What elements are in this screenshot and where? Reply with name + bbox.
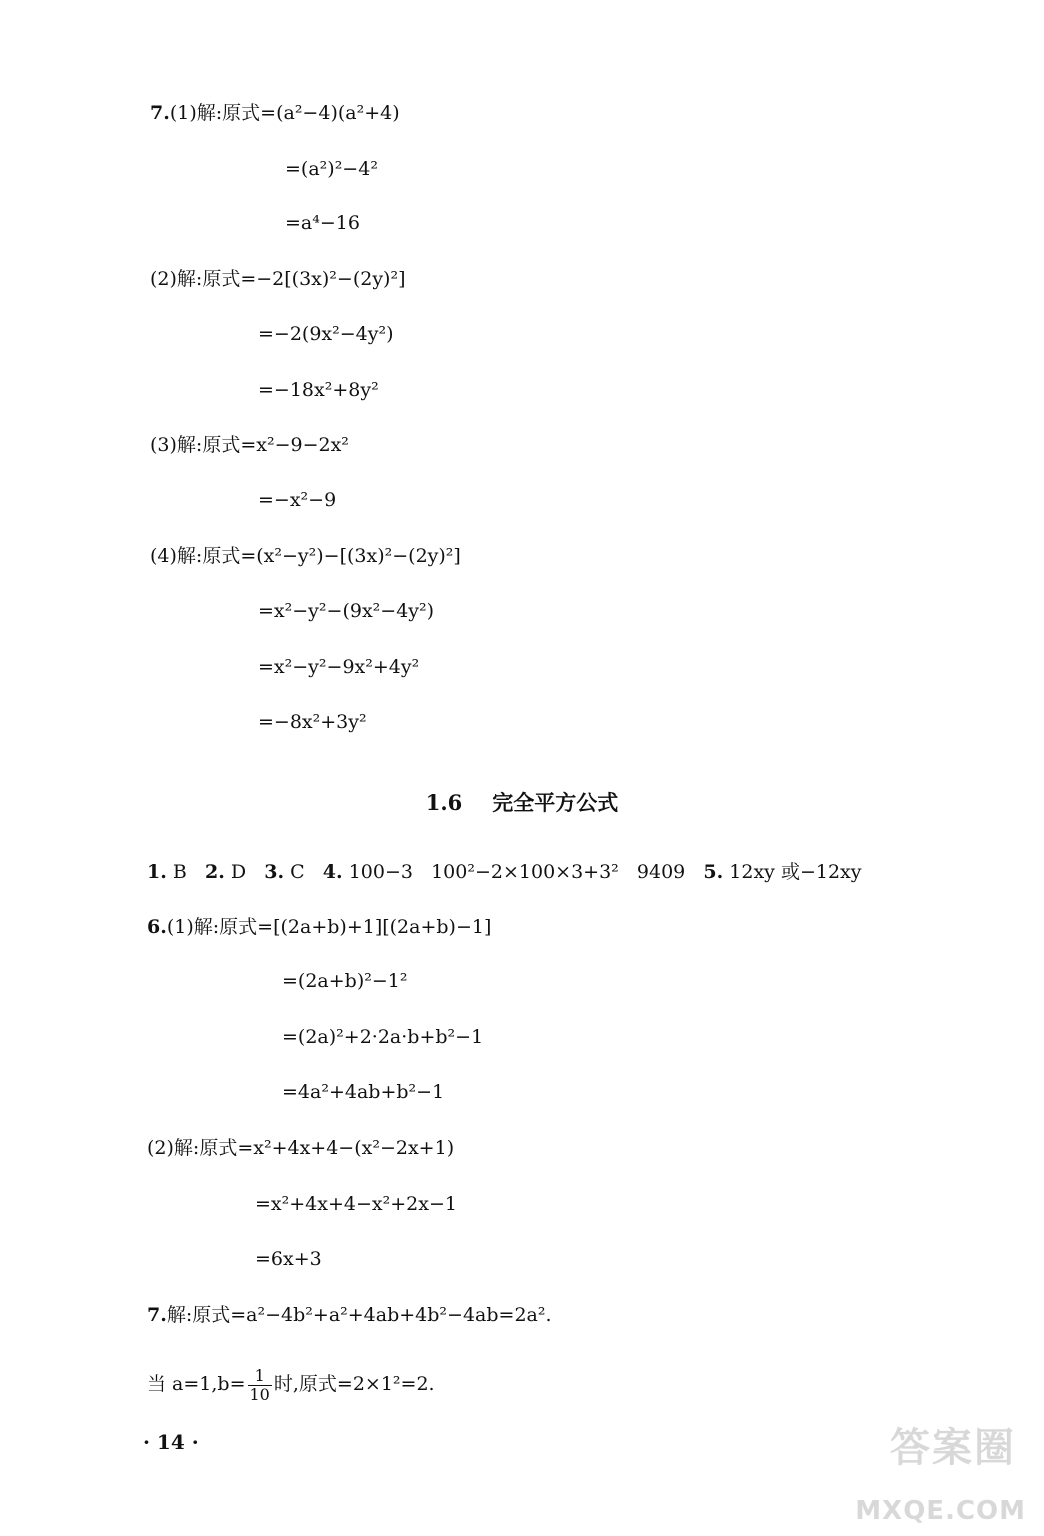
q7-prev-p1-line1: 7.(1)解:原式=(a²−4)(a²+4) bbox=[150, 102, 400, 124]
page-number: · 14 · bbox=[143, 1430, 199, 1454]
watermark-url: MXQE.COM bbox=[855, 1496, 1026, 1526]
q7-prev-p4-line1: (4)解:原式=(x²−y²)−[(3x)²−(2y)²] bbox=[150, 545, 461, 567]
q7-number: 7. bbox=[147, 1304, 167, 1326]
q7-prev-p4-line3: =x²−y²−9x²+4y² bbox=[258, 656, 420, 678]
q6-p2-line2: =x²+4x+4−x²+2x−1 bbox=[255, 1193, 457, 1215]
q7-prev-p3-line2: =−x²−9 bbox=[258, 489, 337, 511]
q7-prev-p2-line2: =−2(9x²−4y²) bbox=[258, 323, 394, 345]
answers-line: 1. B 2. D 3. C 4. 100−3 100²−2×100×3+3² 9409 5. 12xy 或−12xy bbox=[147, 861, 862, 883]
q6-p1-line4: =4a²+4ab+b²−1 bbox=[282, 1081, 445, 1103]
q7-prev-p3-line1: (3)解:原式=x²−9−2x² bbox=[150, 434, 349, 456]
q6-p1-line1: 6.(1)解:原式=[(2a+b)+1][(2a+b)−1] bbox=[147, 916, 492, 938]
q7-prev-p4-line4: =−8x²+3y² bbox=[258, 711, 367, 733]
q7-prev-p1-line2: =(a²)²−4² bbox=[285, 158, 378, 180]
q7-prev-p2-line1: (2)解:原式=−2[(3x)²−(2y)²] bbox=[150, 268, 406, 290]
q6-p1-line2: =(2a+b)²−1² bbox=[282, 970, 408, 992]
section-title: 完全平方公式 bbox=[492, 791, 619, 815]
q7-prev-p1-line3: =a⁴−16 bbox=[285, 212, 360, 234]
watermark-logo-text: 答案圈 bbox=[890, 1425, 1016, 1471]
watermark-logo bbox=[836, 1416, 1026, 1526]
q6-p1-line3: =(2a)²+2·2a·b+b²−1 bbox=[282, 1026, 484, 1048]
q7-prev-p2-line3: =−18x²+8y² bbox=[258, 379, 379, 401]
q6-p2-line1: (2)解:原式=x²+4x+4−(x²−2x+1) bbox=[147, 1137, 455, 1159]
section-heading bbox=[0, 787, 1044, 817]
q7-line2: 当 a=1,b= $\frac{1}{10}$ 时,原式=2×1²=2. bbox=[147, 1365, 435, 1404]
fraction-one-tenth: $\frac{1}{10}$ bbox=[249, 1365, 270, 1404]
q7-prev-number: 7. bbox=[150, 102, 170, 124]
q6-p2-line3: =6x+3 bbox=[255, 1248, 322, 1270]
q7-prev-p4-line2: =x²−y²−(9x²−4y²) bbox=[258, 600, 435, 622]
q7-line1: 7.解:原式=a²−4b²+a²+4ab+4b²−4ab=2a². bbox=[147, 1304, 552, 1326]
q6-number: 6. bbox=[147, 916, 167, 938]
section-number: 1.6 bbox=[425, 790, 463, 815]
